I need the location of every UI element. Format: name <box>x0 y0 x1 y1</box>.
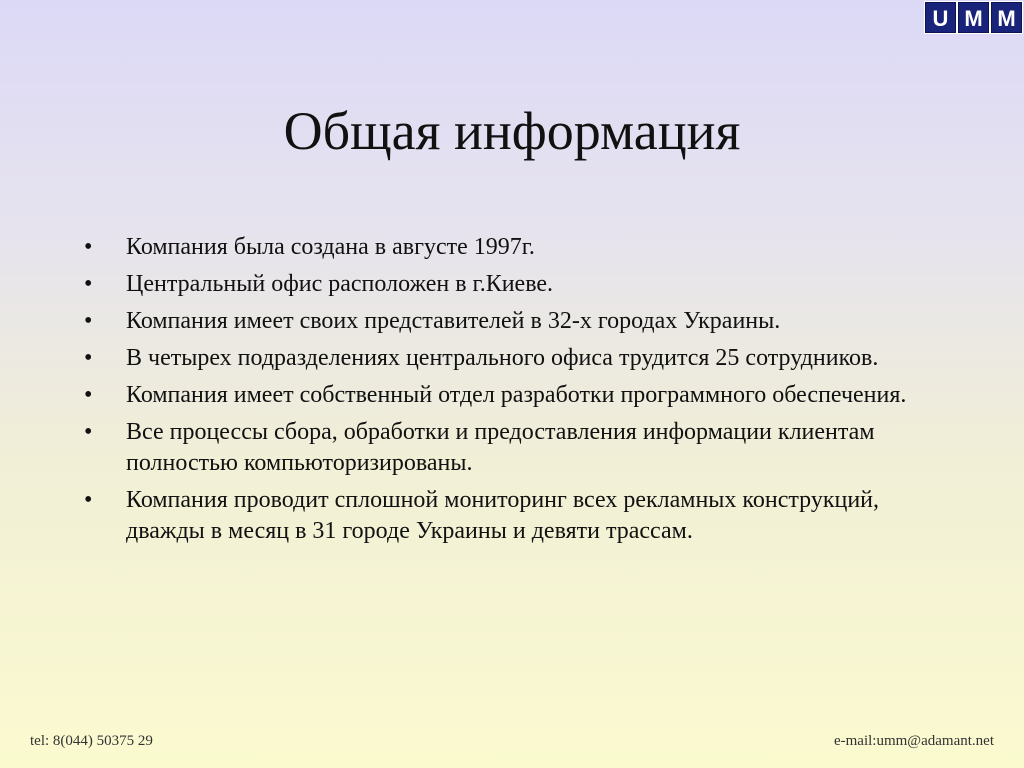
bullet-item <box>84 485 924 547</box>
footer-phone: tel: 8(044) 50375 29 <box>30 733 153 749</box>
bullet-icon: • <box>84 487 93 513</box>
company-logo <box>924 1 1023 34</box>
logo-letter-m: M <box>958 2 989 33</box>
logo-letter-m: M <box>991 2 1022 33</box>
bullet-text: Компания проводит сплошной мониторинг всех рекламных конструкций, дважды в месяц в 31 городе Украины и девяти трассам. <box>126 487 880 544</box>
bullet-text: Компания имеет собственный отдел разработки программного обеспечения. <box>126 382 907 408</box>
bullet-icon: • <box>84 382 93 408</box>
bullet-item <box>84 232 924 263</box>
bullet-text: В четырех подразделениях центрального офиса трудится 25 сотрудников. <box>126 345 879 371</box>
slide-title: Общая информация <box>283 101 741 161</box>
bullet-icon: • <box>84 271 93 297</box>
bullet-text: Центральный офис расположен в г.Киеве. <box>126 271 554 297</box>
bullet-item <box>84 343 924 374</box>
bullet-icon: • <box>84 345 93 371</box>
bullet-item <box>84 417 924 479</box>
footer-email: e-mail:umm@adamant.net <box>833 733 994 749</box>
bullet-icon: • <box>84 419 93 445</box>
logo-letter-u: U <box>925 2 956 33</box>
bullet-item <box>84 380 924 411</box>
bullet-icon: • <box>84 234 93 260</box>
bullet-item <box>84 306 924 337</box>
bullet-text: Компания имеет своих представителей в 32-х городах Украины. <box>126 308 781 334</box>
bullet-item <box>84 269 924 300</box>
bullet-text: Все процессы сбора, обработки и предоставления информации клиентам полностью компьюторизированы. <box>126 419 875 476</box>
bullet-icon: • <box>84 308 93 334</box>
bullet-list <box>84 232 924 553</box>
bullet-text: Компания была создана в августе 1997г. <box>126 234 535 260</box>
